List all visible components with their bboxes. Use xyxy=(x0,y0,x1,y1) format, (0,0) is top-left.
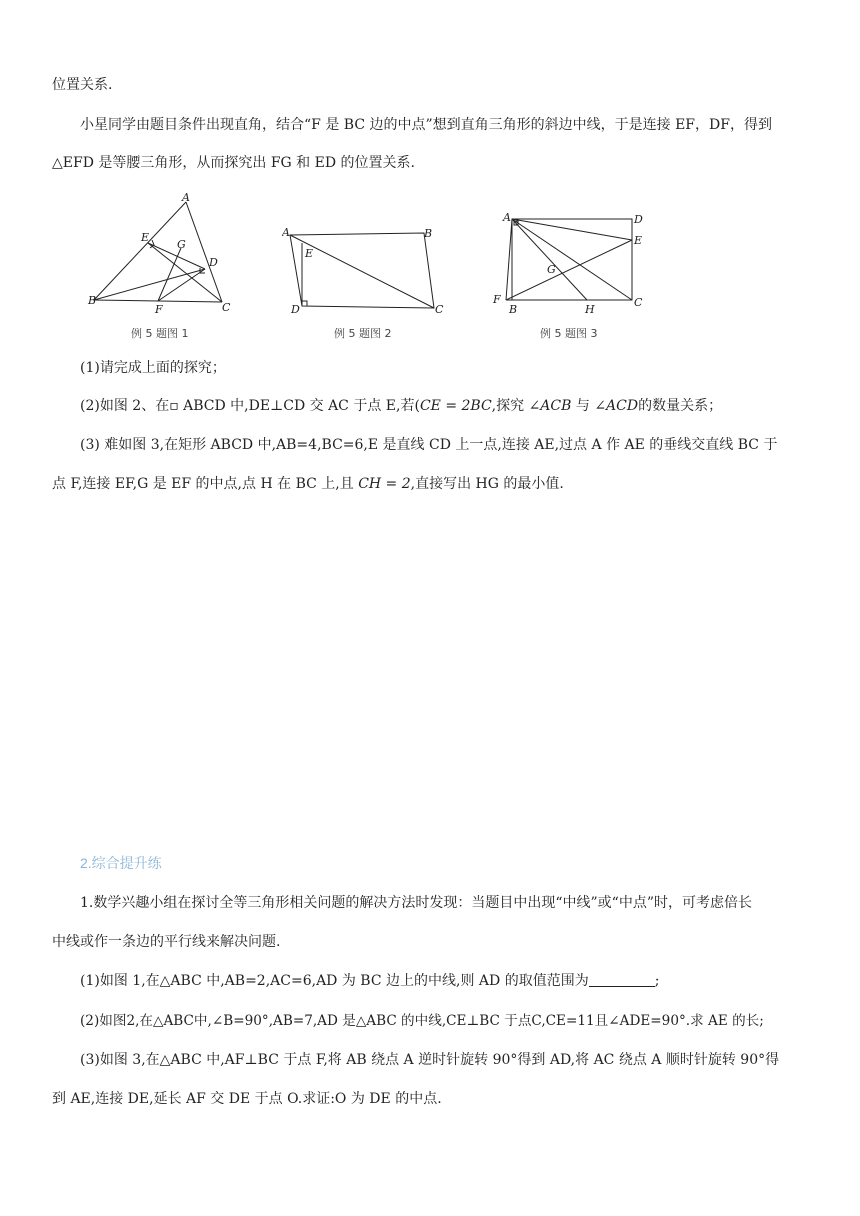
fig3-label: A xyxy=(503,211,511,224)
figure-1 xyxy=(86,190,236,315)
s1-text: ; xyxy=(654,973,660,989)
fig3-label: F xyxy=(493,293,501,306)
paragraph-line: 1.数学兴趣小组在探讨全等三角形相关问题的解决方法时发现：当题目中出现“中线”或“中点”时，可考虑倍长 xyxy=(80,895,752,911)
sub-question-1 xyxy=(80,971,659,991)
figure-1-caption: 例 5 题图 1 xyxy=(131,327,189,340)
figure-3 xyxy=(488,210,648,318)
fig1-label: A xyxy=(182,191,190,204)
fig1-label: C xyxy=(222,301,231,314)
fig1-label: E xyxy=(141,231,150,244)
fig3-label: B xyxy=(509,303,518,316)
fig3-label: G xyxy=(547,263,556,276)
question-2 xyxy=(80,396,722,416)
fig2-label: C xyxy=(435,303,444,316)
q2-text: 的数量关系； xyxy=(638,398,723,414)
paragraph-line: 中线或作一条边的平行线来解决问题. xyxy=(52,934,281,950)
fig1-label: D xyxy=(209,256,218,269)
paragraph-line: 小星同学由题目条件出现直角，结合“F 是 BC 边的中点”想到直角三角形的斜边中线，于是连接 EF，DF，得到 xyxy=(80,117,772,133)
q3-text: 点 F,连接 EF,G 是 EF 的中点,点 H 在 BC 上,且 xyxy=(52,476,354,492)
question-3-line-1: (3) 难如图 3,在矩形 ABCD 中,AB=4,BC=6,E 是直线 CD 上一点,连接 AE,过点 A 作 AE 的垂线交直线 BC 于 xyxy=(80,437,778,453)
fig3-label: H xyxy=(585,303,595,316)
figure-2 xyxy=(282,222,452,317)
sub-question-3-line-1: (3)如图 3,在△ABC 中,AF⊥BC 于点 F,将 AB 绕点 A 逆时针旋转 90°得到 AD,将 AC 绕点 A 顺时针旋转 90°得 xyxy=(80,1052,780,1068)
paragraph-line: △EFD 是等腰三角形，从而探究出 FG 和 ED 的位置关系. xyxy=(52,155,415,171)
fig2-label: E xyxy=(305,247,314,260)
fig1-label: B xyxy=(88,294,97,307)
question-3-line-2 xyxy=(52,474,564,494)
fig1-label: F xyxy=(155,303,163,315)
q2-text: 与 xyxy=(575,398,590,414)
q3-text: ,直接写出 HG 的最小值. xyxy=(410,476,564,492)
fig2-label: A xyxy=(282,226,290,239)
text-line: 位置关系. xyxy=(52,77,113,93)
section-title: 2.综合提升练 xyxy=(80,855,162,871)
q2-text: ,探究 xyxy=(491,398,525,414)
s1-text: (1)如图 1,在△ABC 中,AB=2,AC=6,AD 为 BC 边上的中线,则 AD 的取值范围为 xyxy=(80,973,589,989)
answer-blank xyxy=(589,972,655,987)
q3-math: CH = 2 xyxy=(358,476,411,492)
q2-math: ∠ACD xyxy=(594,398,639,414)
fig3-label: E xyxy=(634,234,643,247)
q2-math: CE = 2BC xyxy=(419,398,492,414)
fig3-label: D xyxy=(634,213,643,226)
fig2-label: D xyxy=(291,303,300,316)
figure-3-caption: 例 5 题图 3 xyxy=(540,327,598,340)
sub-question-2: (2)如图2,在△ABC中,∠B=90°,AB=7,AD 是△ABC 的中线,CE⊥BC 于点C,CE=11且∠ADE=90°.求 AE 的长; xyxy=(80,1013,764,1029)
figure-2-caption: 例 5 题图 2 xyxy=(334,327,392,340)
q2-math: ∠ACB xyxy=(528,398,572,414)
fig2-label: B xyxy=(424,227,433,240)
q2-text: (2)如图 2、在▫ ABCD 中,DE⊥CD 交 AC 于点 E,若( xyxy=(80,398,420,414)
fig3-label: C xyxy=(634,296,643,309)
question-1: (1)请完成上面的探究； xyxy=(80,360,226,376)
fig1-label: G xyxy=(177,238,186,251)
sub-question-3-line-2: 到 AE,连接 DE,延长 AF 交 DE 于点 O.求证:O 为 DE 的中点. xyxy=(52,1091,442,1107)
